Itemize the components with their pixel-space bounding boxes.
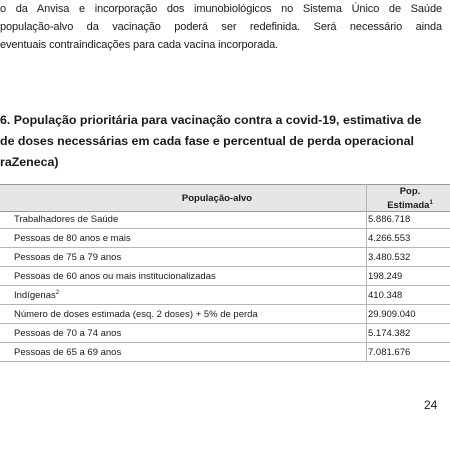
row-population: Pessoas de 70 a 74 anos xyxy=(14,328,122,339)
row-estimate: 3.480.532 xyxy=(368,252,411,263)
row-population: Pessoas de 75 a 79 anos xyxy=(14,252,122,263)
row-population: Pessoas de 65 a 69 anos xyxy=(14,347,122,358)
row-population: Número de doses estimada (esq. 2 doses) + 5% de perda xyxy=(14,309,258,320)
row-estimate: 198.249 xyxy=(368,271,403,282)
header-estimate-label: Estimada xyxy=(387,199,430,211)
caption-line: raZeneca) xyxy=(0,155,59,169)
header-population: População-alvo xyxy=(181,193,253,204)
intro-line: o da Anvisa e incorporação dos imunobiológicos no Sistema Único de Saúde xyxy=(0,3,442,15)
row-estimate: 5.174.382 xyxy=(368,328,411,339)
population-table xyxy=(0,184,450,362)
header-estimate-line1: Pop. xyxy=(399,186,421,197)
header-estimate xyxy=(372,186,448,211)
table-caption xyxy=(0,110,421,173)
table-row xyxy=(0,324,450,343)
footnote-marker: 2 xyxy=(55,290,60,296)
caption-line: de doses necessárias em cada fase e percentual de perda operacional xyxy=(0,134,414,148)
page-number: 24 xyxy=(424,398,438,412)
footnote-marker: 1 xyxy=(429,199,433,206)
row-population: Pessoas de 60 anos ou mais institucionalizadas xyxy=(14,271,216,282)
row-estimate: 5.886.718 xyxy=(368,214,411,225)
table-row xyxy=(0,248,450,267)
row-population: Pessoas de 80 anos e mais xyxy=(14,233,131,244)
row-estimate: 7.081.676 xyxy=(368,347,411,358)
caption-line: 6. População prioritária para vacinação contra a covid-19, estimativa de xyxy=(0,113,422,127)
table-row xyxy=(0,286,450,305)
table-row xyxy=(0,210,450,229)
table-row xyxy=(0,343,450,362)
row-population: Indígenas$^2$ xyxy=(14,290,60,301)
row-estimate: 29.909.040 xyxy=(368,309,416,320)
header-estimate-line2 xyxy=(372,198,448,212)
table-row xyxy=(0,229,450,248)
intro-line: eventuais contraindicações para cada vacina incorporada. xyxy=(0,39,279,51)
table-row xyxy=(0,305,450,324)
intro-paragraph xyxy=(0,2,450,56)
table-row xyxy=(0,267,450,286)
table-header xyxy=(0,184,450,212)
row-estimate: 410.348 xyxy=(368,290,403,301)
row-estimate: 4.266.553 xyxy=(368,233,411,244)
row-population: Trabalhadores de Saúde xyxy=(14,214,119,225)
intro-line: população-alvo da vacinação poderá ser redefinida. Será necessário ainda xyxy=(0,21,442,33)
